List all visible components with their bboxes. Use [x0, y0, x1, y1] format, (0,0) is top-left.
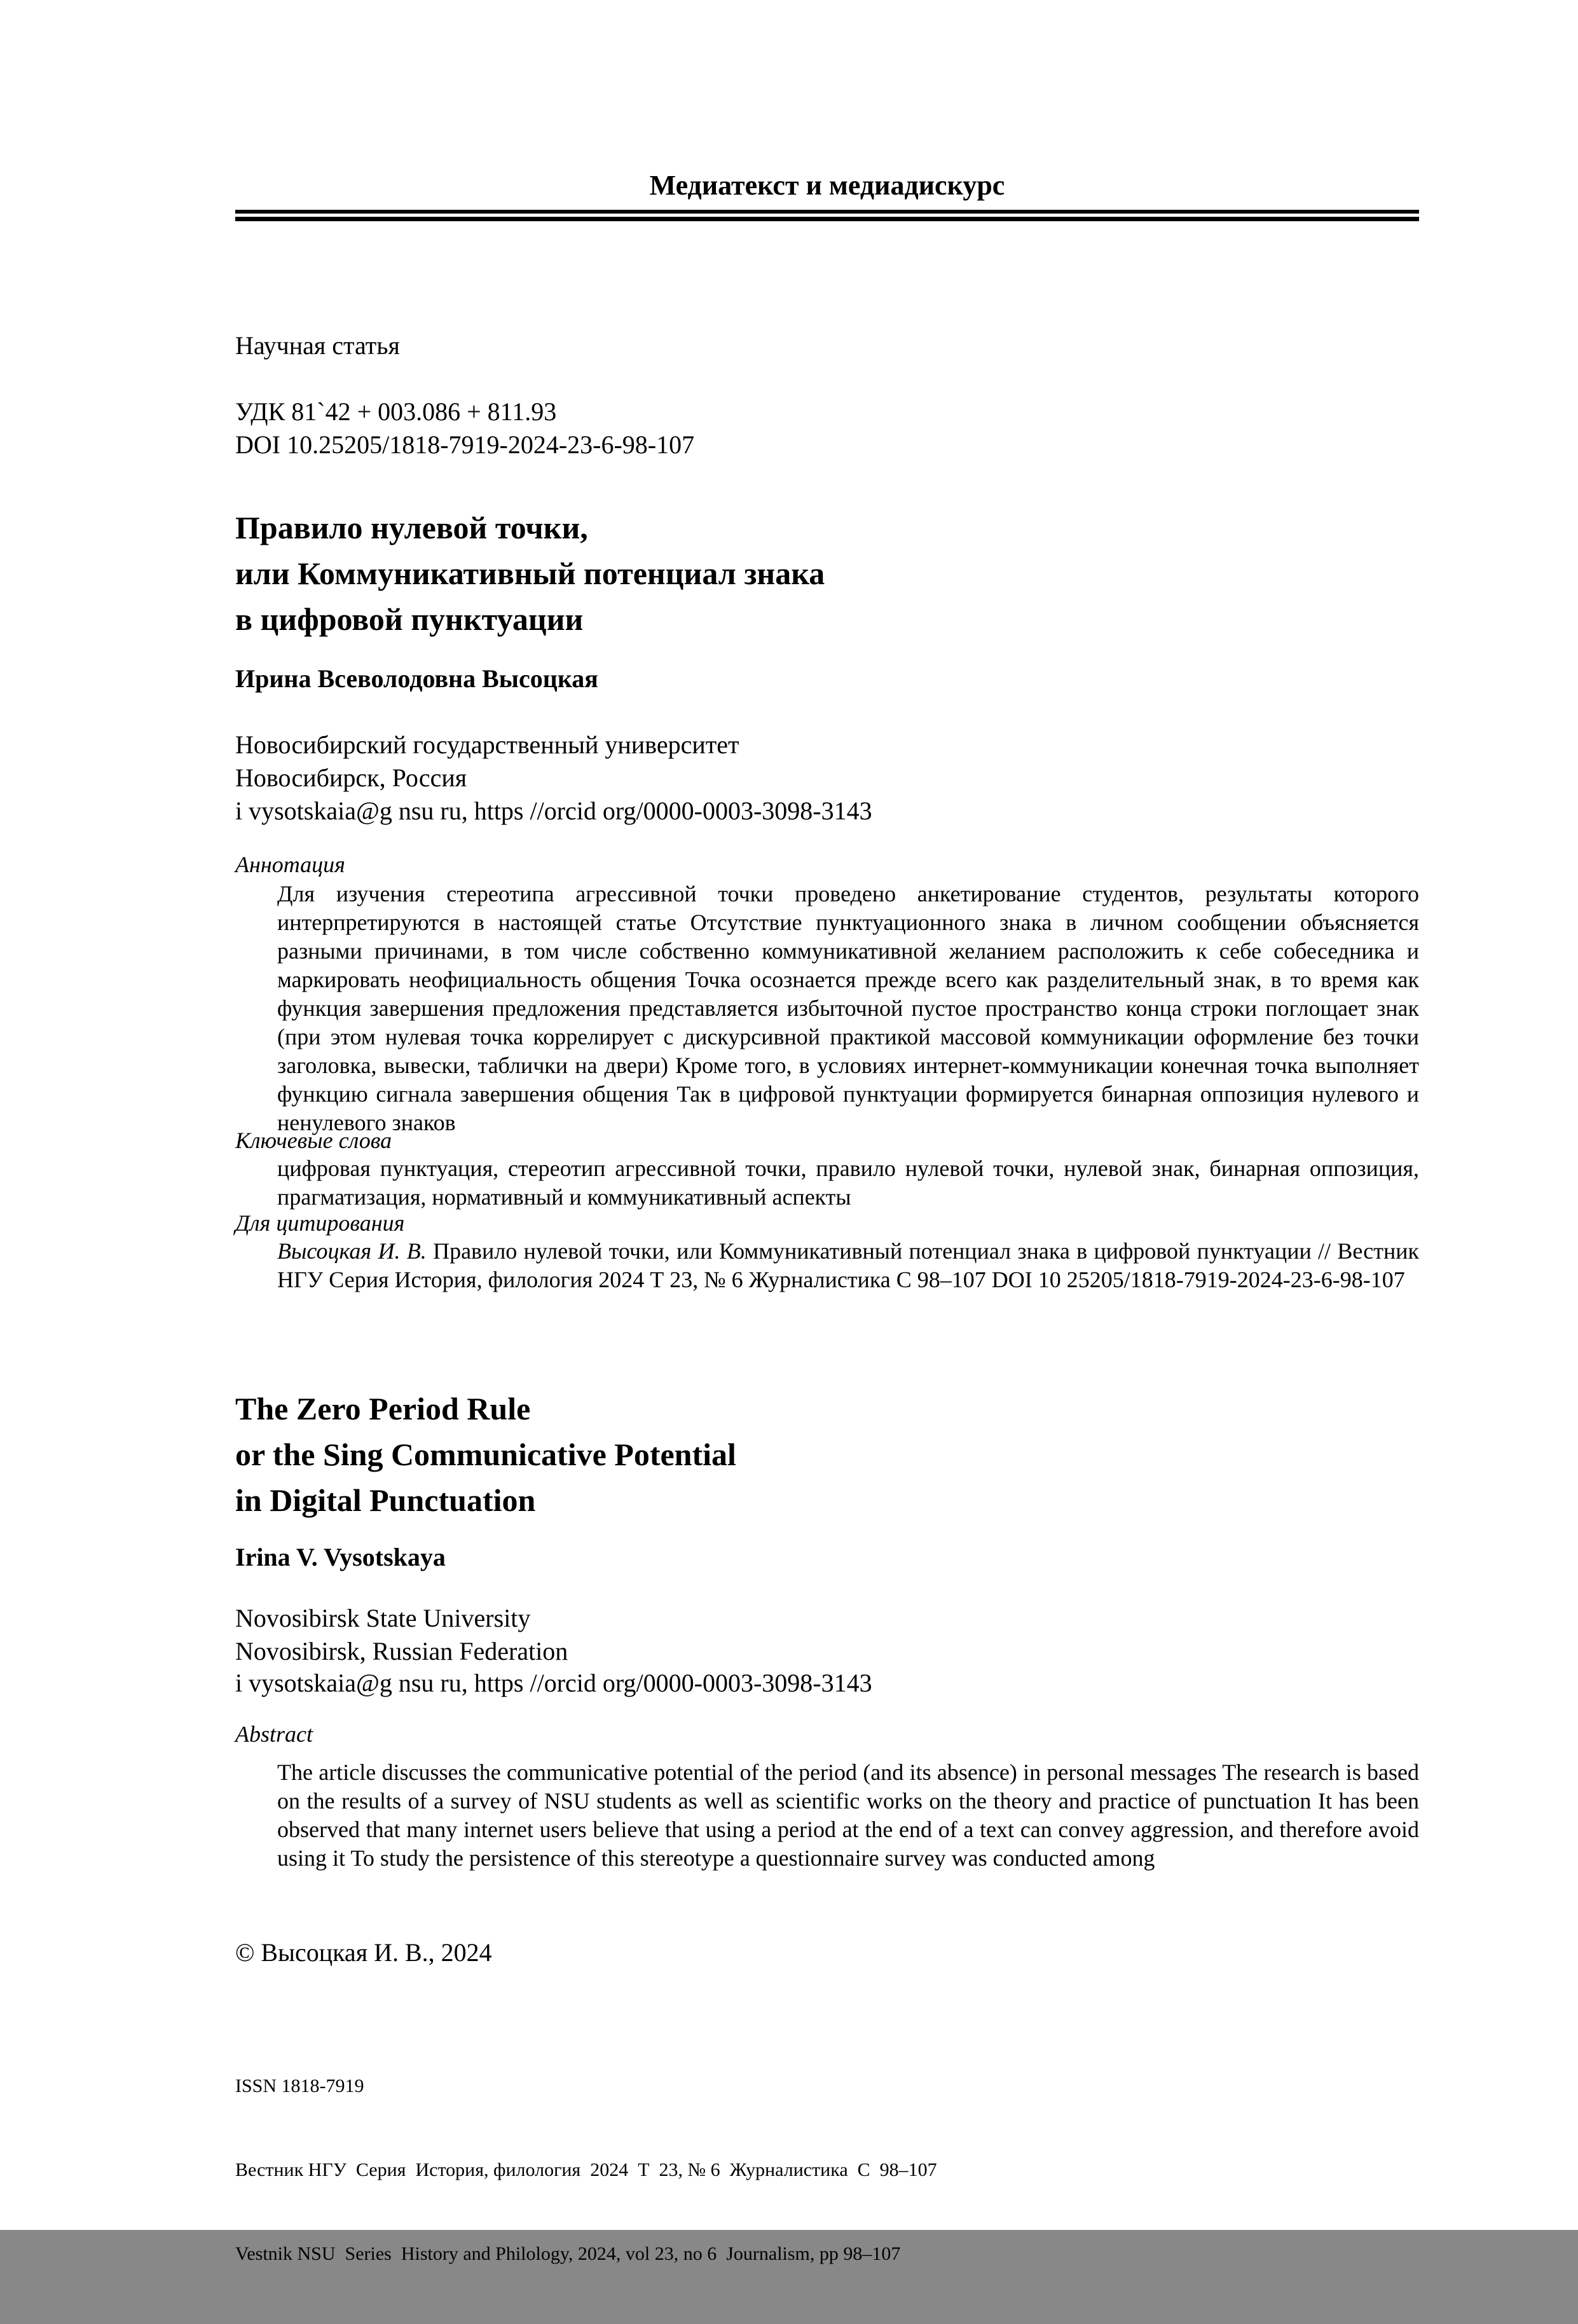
affiliation-ru-line2: Новосибирск, Россия — [235, 763, 467, 792]
page-footer — [235, 2016, 1419, 2324]
article-title-ru-line2: или Коммуникативный потенциал знака — [235, 556, 825, 591]
contact-line-en: i vysotskaia@g nsu ru, https //orcid org/0000-0003-3098-3143 — [235, 1669, 872, 1697]
article-type-label: Научная статья — [235, 331, 400, 360]
article-title-en-line1: The Zero Period Rule — [235, 1391, 531, 1426]
article-title-en-line2: or the Sing Communicative Potential — [235, 1437, 736, 1472]
article-title-en-line3: in Digital Punctuation — [235, 1482, 536, 1518]
footer-journal-en: Vestnik NSU Series History and Philology, 2024, vol 23, no 6 Journalism, pp 98–107 — [235, 2243, 901, 2264]
citation-authors: Высоцкая И. В. — [277, 1238, 427, 1264]
doi-line: DOI 10.25205/1818-7919-2024-23-6-98-107 — [235, 430, 695, 459]
header-double-rule — [235, 210, 1419, 221]
article-title-ru-line1: Правило нулевой точки, — [235, 510, 588, 545]
copyright-line: © Высоцкая И. В., 2024 — [235, 1938, 492, 1967]
affiliation-ru — [235, 728, 1419, 795]
citation-text-ru — [277, 1237, 1419, 1294]
article-title-en — [235, 1386, 1419, 1523]
author-name-ru: Ирина Всеволодовна Высоцкая — [235, 664, 598, 693]
affiliation-ru-line1: Новосибирский государственный университет — [235, 730, 739, 759]
abstract-text-ru: Для изучения стереотипа агрессивной точки проведено анкетирование студентов, результаты которого интерпретируются в настоящей статье Отсутствие пунктуационного знака в личном сообщении объясняется разными причинами, в том числе собственно коммуникативной желанием расположить к себе собеседника и маркировать неофициальность общения Точка осознается прежде всего как разделительный знак, в то время как функция завершения предложения представляется избыточной пустое пространство конца строки поглощает знак (при этом нулевая точка коррелирует с дискурсивной практикой массовой коммуникации оформление без точки заголовка, вывески, таблички на двери) Кроме того, в условиях интернет-коммуникации конечная точка выполняет функцию сигнала завершения общения Так в цифровой пунктуации формируется бинарная оппозиция нулевого и ненулевого знаков — [277, 881, 1419, 1135]
keywords-label-ru: Ключевые слова — [235, 1128, 392, 1153]
affiliation-en-line2: Novosibirsk, Russian Federation — [235, 1637, 568, 1665]
abstract-label-ru: Аннотация — [235, 852, 345, 877]
keywords-text-ru: цифровая пунктуация, стереотип агрессивной точки, правило нулевой точки, нулевой знак, бинарная оппозиция, прагматизация, нормативный и коммуникативный аспекты — [277, 1156, 1419, 1210]
affiliation-en-line1: Novosibirsk State University — [235, 1604, 531, 1632]
abstract-text-en: The article discusses the communicative potential of the period (and its absence) in personal messages The research is based on the results of a survey of NSU students as well as scientific works on the theory and practice of punctuation It has been observed that many internet users believe that using a period at the end of a text can convey aggression, and therefore avoid using it To study the persistence of this stereotype a questionnaire survey was conducted among — [277, 1760, 1419, 1871]
author-name-en: Irina V. Vysotskaya — [235, 1543, 446, 1571]
citation-label-ru: Для цитирования — [235, 1210, 405, 1236]
footer-issn: ISSN 1818-7919 — [235, 2075, 364, 2096]
journal-section-header: Медиатекст и медиадискурс — [649, 170, 1005, 201]
abstract-label-en: Abstract — [235, 1721, 313, 1747]
affiliation-en — [235, 1602, 1419, 1668]
footer-journal-ru: Вестник НГУ Серия История, филология 2024 Т 23, № 6 Журналистика С 98–107 — [235, 2159, 937, 2180]
article-title-ru — [235, 505, 1419, 642]
udc-line: УДК 81`42 + 003.086 + 811.93 — [235, 397, 557, 426]
article-title-ru-line3: в цифровой пунктуации — [235, 601, 584, 637]
contact-line-ru: i vysotskaia@g nsu ru, https //orcid org/0000-0003-3098-3143 — [235, 796, 872, 825]
citation-rest: Правило нулевой точки, или Коммуникативный потенциал знака в цифровой пунктуации // Вестник НГУ Серия История, филология 2024 Т 23, № 6 Журналистика С 98–107 DOI 10 25205/1818-7919-2024-23-6-98-107 — [277, 1238, 1419, 1292]
